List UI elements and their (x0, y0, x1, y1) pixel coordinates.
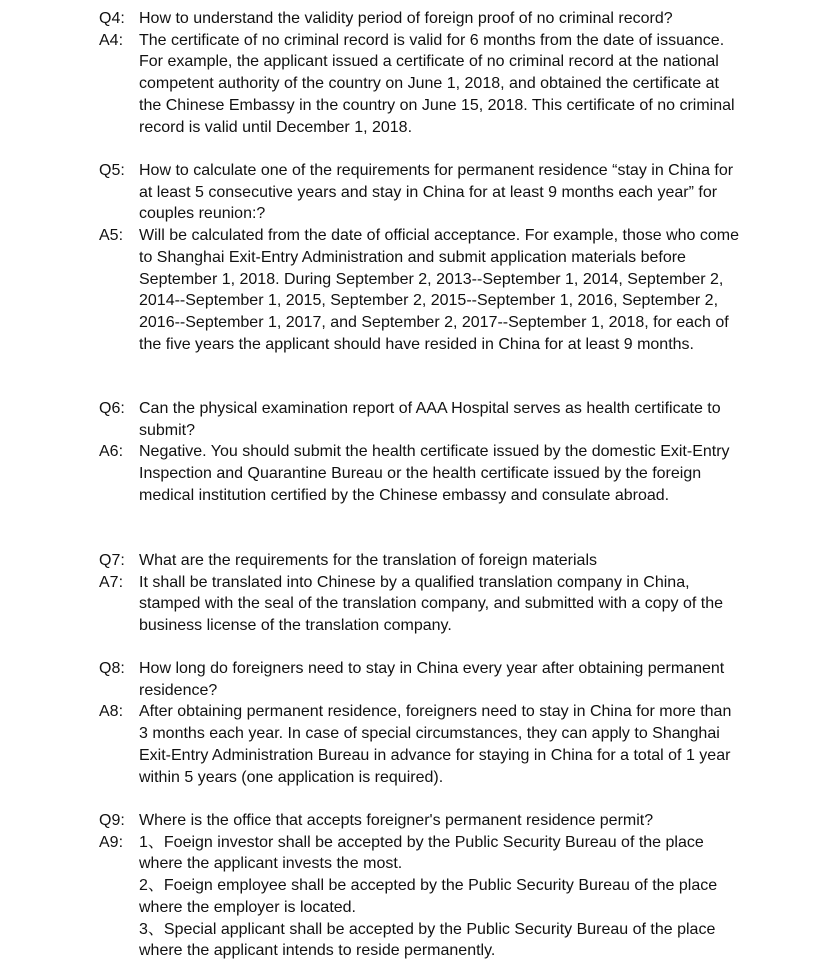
faq-item-q5 (99, 160, 739, 355)
answer-item-1: 1、Foeign investor shall be accepted by the Public Security Bureau of the place where the applicant invests the most. (139, 833, 704, 873)
question-text: How to calculate one of the requirements for permanent residence “stay in China for at least 5 consecutive years and stay in China for at least 9 months each year” for couples reunion:? (139, 162, 734, 223)
faq-item-q4 (99, 8, 739, 138)
faq-item-q6 (99, 398, 739, 507)
answer-label: A7: (99, 573, 124, 591)
answer-row (99, 832, 739, 962)
answer-row (99, 225, 739, 355)
question-row (99, 810, 739, 832)
answer-label: A4: (99, 31, 124, 49)
question-label: Q8: (99, 660, 125, 677)
answer-text: The certificate of no criminal record is valid for 6 months from the date of issuance. For example, the applicant issued a certificate of no criminal record at the national competent authority of the country on June 1, 2018, and obtained the certificate at the Chinese Embassy in the country on June 15, 2018. This certificate of no criminal record is valid until December 1, 2018. (139, 31, 735, 136)
answer-item-2: 2、Foeign employee shall be accepted by the Public Security Bureau of the place where the employer is located. (139, 877, 718, 916)
question-label: Q4: (99, 10, 125, 27)
answer-row (99, 441, 739, 506)
answer-text: After obtaining permanent residence, foreigners need to stay in China for more than 3 months each year. In case of special circumstances, they can apply to Shanghai Exit-Entry Administration Bureau in advance for staying in China for a total of 1 year within 5 years (one application is required). (139, 703, 732, 786)
question-row (99, 8, 739, 30)
question-label: Q7: (99, 552, 125, 569)
answer-row (99, 701, 739, 788)
faq-item-q9 (99, 810, 739, 962)
answer-text: Negative. You should submit the health certificate issued by the domestic Exit-Entry Inspection and Quarantine Bureau or the health certificate issued by the foreign medical institution certified by the Chinese embassy and consulate abroad. (139, 443, 730, 504)
question-text: Can the physical examination report of AAA Hospital serves as health certificate to submit? (139, 400, 721, 439)
faq-item-q7 (99, 550, 739, 637)
question-row (99, 160, 739, 225)
answer-row (99, 572, 739, 637)
answer-label: A9: (99, 833, 124, 851)
answer-text: Will be calculated from the date of official acceptance. For example, those who come to Shanghai Exit-Entry Administration and submit application materials before September 1, 2018. During September 2, 2013--September 1, 2014, September 2, 2014--September 1, 2015, September 2, 2015--September 1, 2016, September 2, 2016--September 1, 2017, and September 2, 2017--September 1, 2018, for each of the five years the applicant should have resided in China for at least 9 months. (139, 227, 740, 353)
answer-label: A5: (99, 227, 124, 245)
question-label: Q5: (99, 162, 125, 179)
answer-item-3: 3、Special applicant shall be accepted by the Public Security Bureau of the place where the applicant intends to reside permanently. (139, 920, 716, 960)
answer-row (99, 30, 739, 139)
answer-label: A8: (99, 703, 124, 721)
question-text: How long do foreigners need to stay in China every year after obtaining permanent residence? (139, 660, 725, 699)
question-label: Q9: (99, 812, 125, 829)
faq-item-q8 (99, 658, 739, 788)
question-row (99, 658, 739, 701)
question-label: Q6: (99, 400, 125, 417)
question-text: What are the requirements for the translation of foreign materials (139, 552, 597, 569)
question-row (99, 550, 739, 572)
answer-label: A6: (99, 443, 124, 461)
question-text: Where is the office that accepts foreigner's permanent residence permit? (139, 812, 654, 829)
question-text: How to understand the validity period of foreign proof of no criminal record? (139, 10, 673, 27)
question-row (99, 398, 739, 441)
answer-text: It shall be translated into Chinese by a qualified translation company in China, stamped with the seal of the translation company, and submitted with a copy of the business license of the translation company. (139, 573, 724, 635)
